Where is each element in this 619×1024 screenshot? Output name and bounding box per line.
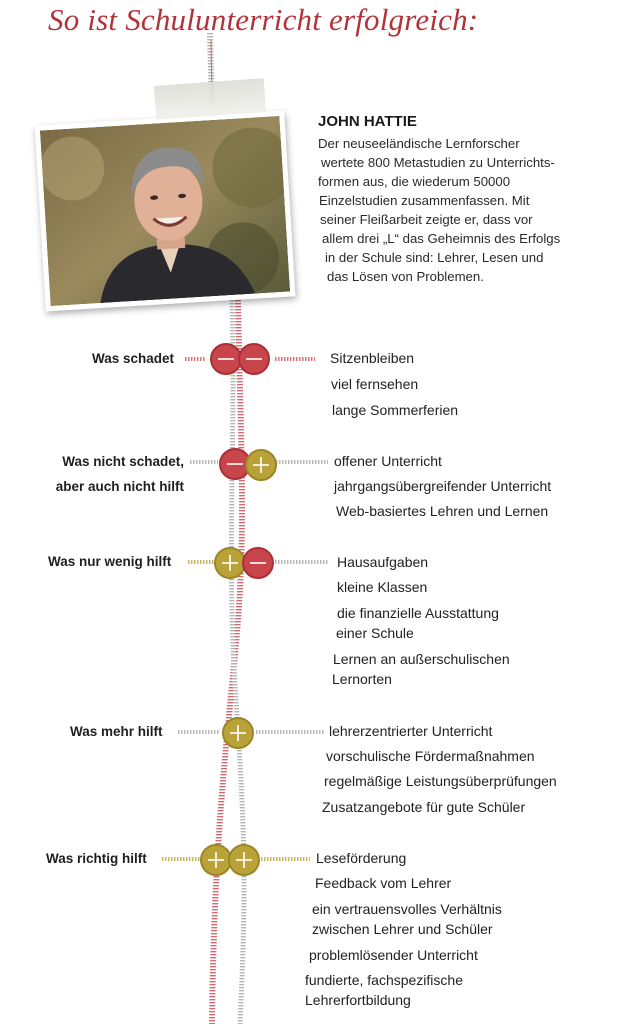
category-label-richtig-hilft [46, 846, 147, 871]
bio-line: in der Schule sind: Lehrer, Lesen und [325, 250, 544, 265]
list-item: problemlösender Unterricht [309, 947, 478, 963]
bio-line: wertete 800 Metastudien zu Unterrichts- [321, 155, 555, 170]
list-item: offener Unterricht [334, 453, 442, 469]
category-label-nicht-schadet [44, 449, 184, 499]
bio-line: Einzelstudien zusammenfassen. Mit [319, 193, 530, 208]
list-item: die finanzielle Ausstattung einer Schule [336, 605, 499, 641]
list-item: Feedback vom Lehrer [315, 875, 452, 891]
list-item: Zusatzangebote für gute Schüler [322, 799, 526, 815]
list-item: regelmäßige Leistungsüberprüfungen [324, 773, 557, 789]
list-item: lange Sommerferien [332, 402, 459, 418]
list-item: ein vertrauensvolles Verhältnis zwischen Lehrer und Schüler [312, 901, 502, 937]
list-item: viel fernsehen [331, 376, 419, 392]
portrait-photo [40, 116, 290, 306]
category-connector [178, 720, 338, 744]
category-label-line: Was mehr hilft [70, 724, 163, 739]
plus-icon [245, 449, 277, 481]
portrait-photo-frame [35, 111, 296, 312]
list-item: kleine Klassen [337, 579, 428, 595]
bio-line: das Lösen von Problemen. [327, 269, 484, 284]
category-label-wenig-hilft [48, 549, 171, 574]
category-label-mehr-hilft [70, 719, 163, 744]
list-item: vorschulische Fördermaßnahmen [326, 748, 535, 764]
category-label-line: Was richtig hilft [46, 851, 147, 866]
bio-line: formen aus, die wiederum 50000 [318, 174, 511, 189]
category-label-line: Was schadet [92, 351, 175, 366]
list-item: Leseförderung [316, 850, 407, 866]
plus-icon [222, 717, 254, 749]
list-item: Hausaufgaben [337, 554, 429, 570]
list-item: Sitzenbleiben [330, 350, 415, 366]
list-item: jahrgangsübergreifender Unterricht [334, 478, 552, 494]
page-title: So ist Schulunterricht erfolgreich: [48, 2, 479, 37]
profile-name: JOHN HATTIE [318, 113, 417, 130]
profile-bio [318, 134, 618, 286]
list-item: fundierte, fachspezifische Lehrerfortbildung [305, 972, 463, 1008]
category-label-line: aber auch nicht hilft [55, 479, 184, 494]
bio-line: seiner Fleißarbeit zeigte er, dass vor [320, 212, 533, 227]
bio-line: allem drei „L“ das Geheimnis des Erfolgs [322, 231, 561, 246]
category-label-line: Was nicht schadet, [62, 454, 184, 469]
minus-icon [242, 547, 274, 579]
plus-icon [228, 844, 260, 876]
category-label-line: Was nur wenig hilft [48, 554, 172, 569]
list-item: Web-basiertes Lehren und Lernen [336, 503, 549, 519]
list-item: lehrerzentrierter Unterricht [329, 723, 493, 739]
category-label-was-schadet [92, 346, 174, 371]
bio-line: Der neuseeländische Lernforscher [318, 136, 520, 151]
minus-icon [238, 343, 270, 375]
list-item: Lernen an außerschulischen Lernorten [332, 651, 510, 687]
